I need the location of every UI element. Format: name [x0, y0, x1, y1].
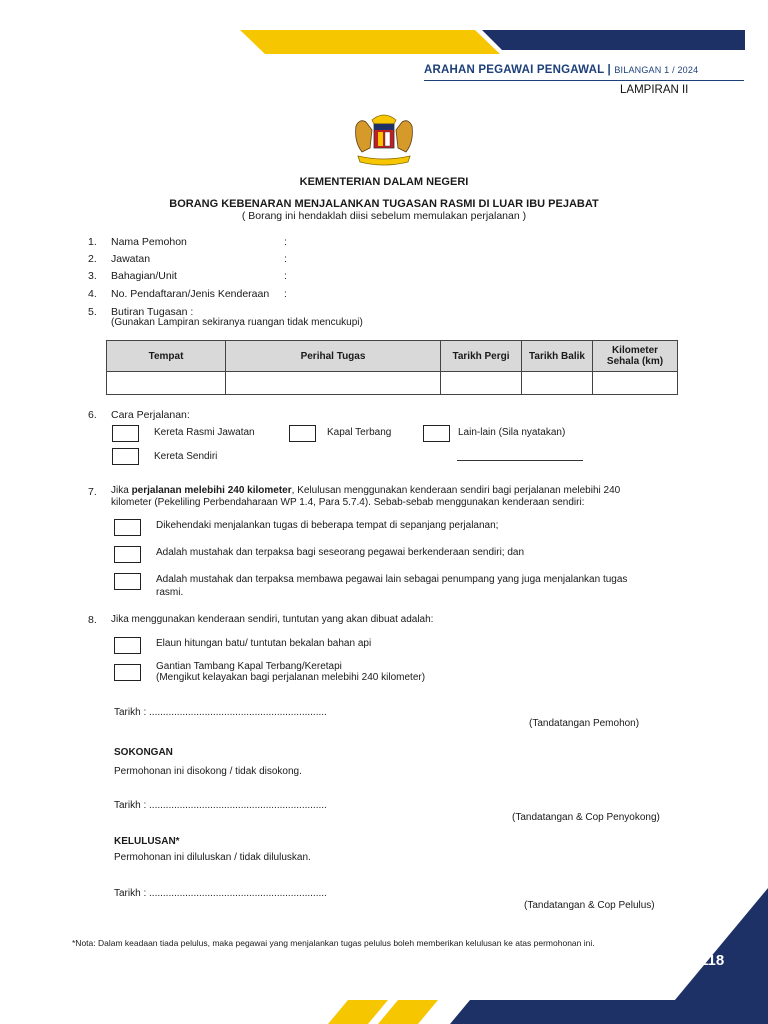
- field-number: 4.: [88, 288, 97, 300]
- section-number: 6.: [88, 409, 97, 421]
- option-membawa-pegawai-cont: rasmi.: [156, 587, 184, 598]
- field-number: 2.: [88, 253, 97, 265]
- butiran-tugasan-label: Butiran Tugasan :: [111, 306, 194, 318]
- checkbox-kapal-terbang[interactable]: [289, 425, 316, 442]
- header-separator: |: [607, 64, 611, 76]
- checkbox-gantian-tambang[interactable]: [114, 664, 141, 681]
- header-rule: [424, 80, 744, 81]
- tasks-table: [106, 340, 678, 395]
- column-header-tarikh-balik: Tarikh Balik: [522, 341, 593, 372]
- header-bilangan: BILANGAN 1 / 2024: [614, 65, 699, 75]
- section-number: 5.: [88, 306, 97, 318]
- section-number: 8.: [88, 614, 97, 626]
- checkbox-beberapa-tempat[interactable]: [114, 519, 141, 536]
- option-elaun-hitungan: Elaun hitungan batu/ tuntutan bekalan bahan api: [156, 638, 372, 649]
- cell-kilometer[interactable]: [593, 372, 678, 395]
- kelulusan-title: KELULUSAN*: [114, 836, 180, 847]
- page-number: 118: [700, 952, 725, 969]
- ministry-name: KEMENTERIAN DALAM NEGERI: [299, 176, 469, 188]
- bottom-yellow-stripe-2: [378, 1000, 438, 1024]
- bottom-yellow-stripe-1: [328, 1000, 388, 1024]
- form-title: BORANG KEBENARAN MENJALANKAN TUGASAN RASMI DI LUAR IBU PEJABAT: [169, 198, 599, 210]
- header-title-text: ARAHAN PEGAWAI PENGAWAL: [424, 64, 605, 76]
- checkbox-berkenderaan-sendiri[interactable]: [114, 546, 141, 563]
- form-subtitle: ( Borang ini hendaklah diisi sebelum memulakan perjalanan ): [241, 210, 527, 222]
- option-gantian-tambang-note: (Mengikut kelayakan bagi perjalanan melebihi 240 kilometer): [156, 672, 426, 683]
- checkbox-kereta-rasmi[interactable]: [112, 425, 139, 442]
- tandatangan-penyokong: (Tandatangan & Cop Penyokong): [512, 812, 660, 823]
- field-label-bahagian: Bahagian/Unit: [111, 270, 177, 282]
- cell-perihal[interactable]: [226, 372, 441, 395]
- option-beberapa-tempat: Dikehendaki menjalankan tugas di beberapa tempat di sepanjang perjalanan;: [156, 520, 499, 531]
- field-label-nama: Nama Pemohon: [111, 236, 187, 248]
- sokongan-text: Permohonan ini disokong / tidak disokong.: [114, 766, 302, 777]
- checkbox-kereta-sendiri[interactable]: [112, 448, 139, 465]
- option-membawa-pegawai: Adalah mustahak dan terpaksa membawa pegawai lain sebagai penumpang yang juga menjalankan tugas: [156, 574, 628, 585]
- cell-tarikh-balik[interactable]: [522, 372, 593, 395]
- cell-tempat[interactable]: [107, 372, 226, 395]
- option-kereta-rasmi: Kereta Rasmi Jawatan: [154, 427, 255, 438]
- column-header-tarikh-pergi: Tarikh Pergi: [441, 341, 522, 372]
- lampiran-label: LAMPIRAN II: [620, 84, 689, 96]
- bottom-navy-band: [450, 1000, 740, 1024]
- section7-line1-rest: , Kelulusan menggunakan kenderaan sendiri bagi perjalanan melebihi 240: [291, 485, 621, 496]
- checkbox-membawa-pegawai[interactable]: [114, 573, 141, 590]
- field-colon: :: [284, 253, 287, 265]
- section-number: 7.: [88, 486, 97, 498]
- field-colon: :: [284, 236, 287, 248]
- kelulusan-text: Permohonan ini diluluskan / tidak diluluskan.: [114, 852, 311, 863]
- tarikh-pemohon[interactable]: Tarikh : ................................................................: [114, 707, 327, 718]
- butiran-tugasan-note: (Gunakan Lampiran sekiranya ruangan tidak mencukupi): [111, 317, 363, 328]
- tandatangan-pelulus: (Tandatangan & Cop Pelulus): [524, 900, 655, 911]
- column-header-tempat: Tempat: [107, 341, 226, 372]
- option-gantian-tambang: Gantian Tambang Kapal Terbang/Keretapi: [156, 661, 342, 672]
- top-yellow-stripe: [240, 30, 500, 54]
- section7-line2: kilometer (Pekeliling Perbendaharaan WP 1.4, Para 5.7.4). Sebab-sebab menggunakan kenderaan sendiri:: [111, 497, 585, 508]
- field-colon: :: [284, 288, 287, 300]
- field-colon: :: [284, 270, 287, 282]
- tandatangan-pemohon: (Tandatangan Pemohon): [529, 718, 640, 729]
- section7-text: [111, 485, 691, 509]
- column-header-perihal: Perihal Tugas: [226, 341, 441, 372]
- table-row: [107, 372, 678, 395]
- field-number: 3.: [88, 270, 97, 282]
- header-title: [424, 64, 698, 76]
- table-header-row: [107, 341, 678, 372]
- checkbox-lain-lain[interactable]: [423, 425, 450, 442]
- checkbox-elaun-hitungan[interactable]: [114, 637, 141, 654]
- field-number: 1.: [88, 236, 97, 248]
- tarikh-penyokong[interactable]: Tarikh : ................................................................: [114, 800, 327, 811]
- lain-lain-input-line[interactable]: [457, 460, 583, 461]
- top-navy-bar: [482, 30, 745, 50]
- tarikh-pelulus[interactable]: Tarikh : ................................................................: [114, 888, 327, 899]
- cell-tarikh-pergi[interactable]: [441, 372, 522, 395]
- footnote: *Nota: Dalam keadaan tiada pelulus, maka pegawai yang menjalankan tugas pelulus boleh memberikan kelulusan ke atas permohonan ini.: [72, 938, 595, 948]
- cara-perjalanan-label: Cara Perjalanan:: [111, 409, 190, 421]
- section7-bold: perjalanan melebihi 240 kilometer: [131, 485, 292, 496]
- section8-label: Jika menggunakan kenderaan sendiri, tuntutan yang akan dibuat adalah:: [111, 614, 434, 625]
- option-kapal-terbang: Kapal Terbang: [327, 427, 392, 438]
- field-label-kenderaan: No. Pendaftaran/Jenis Kenderaan: [111, 288, 270, 300]
- option-kereta-sendiri: Kereta Sendiri: [154, 451, 218, 462]
- option-berkenderaan-sendiri: Adalah mustahak dan terpaksa bagi seseorang pegawai berkenderaan sendiri; dan: [156, 547, 525, 558]
- coat-of-arms-icon: [344, 112, 424, 168]
- section7-prefix: Jika: [111, 485, 132, 496]
- option-lain-lain: Lain-lain (Sila nyatakan): [458, 427, 566, 438]
- column-header-kilometer: Kilometer Sehala (km): [593, 341, 678, 372]
- sokongan-title: SOKONGAN: [114, 747, 173, 758]
- field-label-jawatan: Jawatan: [111, 253, 151, 265]
